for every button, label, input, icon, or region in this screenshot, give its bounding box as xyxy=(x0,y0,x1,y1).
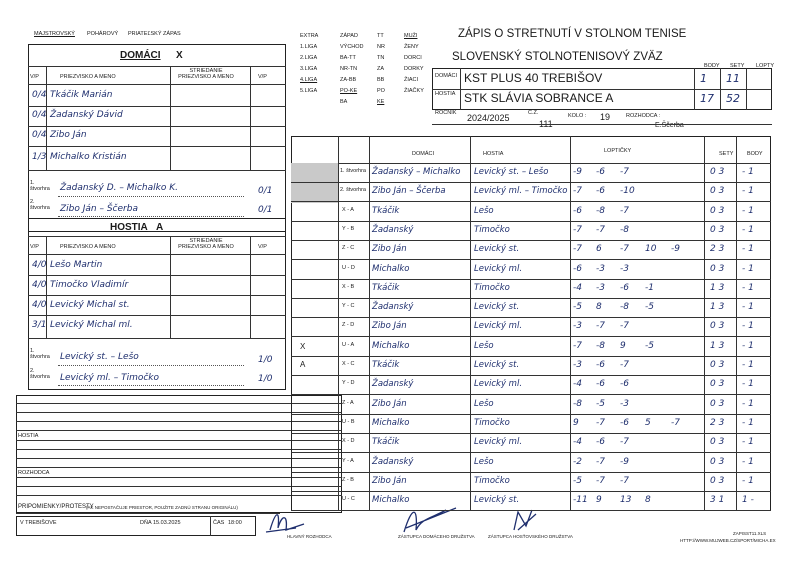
league-option: EXTRA xyxy=(300,33,319,39)
category-option: ŽENY xyxy=(404,44,419,50)
away-player-vp: 4/0 xyxy=(32,280,47,290)
league-option: 1.LIGA xyxy=(300,44,318,50)
game-sets: 0 3 xyxy=(710,476,725,486)
league-col-1 xyxy=(300,33,318,99)
sig-label-referee: HLAVNÝ ROZHODCA xyxy=(287,534,332,539)
games-col-away: HOSTIA xyxy=(483,151,504,157)
cards-referee-label: ROZHODCA xyxy=(18,470,50,476)
game-points: - 1 xyxy=(742,341,754,351)
category-option: ŽIACI xyxy=(404,77,419,83)
referee-value: E.Ščerba xyxy=(655,122,684,129)
game-home-player: Žadanský xyxy=(372,457,414,467)
game-ball-score: 6 xyxy=(596,244,602,254)
game-ball-score: -3 xyxy=(596,283,605,293)
signature-home xyxy=(404,508,456,532)
away-col-name: PRIEZVISKO A MENO xyxy=(60,244,116,250)
game-home-player: Michalko xyxy=(372,418,410,428)
category-option: DORCI xyxy=(404,55,422,61)
game-ball-score: -7 xyxy=(620,360,629,370)
game-code: Y - D xyxy=(342,380,355,386)
game-ball-score: -7 xyxy=(573,244,582,254)
game-ball-score: -7 xyxy=(620,167,629,177)
game-code: X - C xyxy=(342,361,355,367)
season-value: 2024/2025 xyxy=(467,113,510,123)
away-doubles-names: Levický ml. – Timočko xyxy=(60,373,160,383)
game-code: Z - D xyxy=(342,322,355,328)
home-player-vp: 0/4 xyxy=(32,130,47,140)
game-sets: 0 3 xyxy=(710,360,725,370)
game-code: X - D xyxy=(342,438,355,444)
game-away-player: Levický ml. xyxy=(474,437,523,447)
game-away-player: Levický ml. xyxy=(474,379,523,389)
district-option-selected: KE xyxy=(377,99,385,105)
game-code: U - B xyxy=(342,419,355,425)
region-option: ZA-BB xyxy=(340,77,357,83)
game-ball-score: 8 xyxy=(645,495,651,505)
game-sets: 1 3 xyxy=(710,283,725,293)
home-doubles-vp: 0/1 xyxy=(258,205,273,215)
game-away-player: Lešo xyxy=(474,206,494,216)
game-ball-score: -6 xyxy=(573,206,582,216)
game-ball-score: -4 xyxy=(573,283,582,293)
game-away-player: Timočko xyxy=(474,283,510,293)
summary-home-points: 1 xyxy=(700,72,707,85)
game-sets: 0 3 xyxy=(710,379,725,389)
cards-away-label: HOSTIA xyxy=(18,433,39,439)
game-code: U - C xyxy=(342,496,355,502)
game-away-player: Levický st. xyxy=(474,495,520,505)
form-url: HTTP://WWW.MUJWEB.CZ/SPORT/MICHA.EX xyxy=(680,538,776,543)
game-home-player: Žadanský xyxy=(372,379,414,389)
footer-time: 18:00 xyxy=(228,520,242,526)
game-home-player: Zibo Ján – Ščerba xyxy=(372,186,446,196)
game-sets: 0 3 xyxy=(710,457,725,467)
region-option: ZÁPAD xyxy=(340,33,358,39)
games-col-home: DOMÁCI xyxy=(412,151,434,157)
footer-place: V TREBIŠOVE xyxy=(20,520,57,526)
game-home-player: Michalko xyxy=(372,495,410,505)
home-title: DOMÁCI xyxy=(120,50,161,61)
game-home-player: Zibo Ján xyxy=(372,321,407,331)
game-sets: 0 3 xyxy=(710,206,725,216)
league-col-2 xyxy=(340,33,364,110)
game-sets: 1 3 xyxy=(710,302,725,312)
away-player-vp: 4/0 xyxy=(32,300,47,310)
footer-time-label: ČAS xyxy=(213,520,225,526)
game-ball-score: -7 xyxy=(671,418,680,428)
footer-date: 15.03.2025 xyxy=(153,520,181,526)
home-player-vp: 0/4 xyxy=(32,110,47,120)
side-marker-home: X xyxy=(300,342,306,351)
game-ball-score: -7 xyxy=(596,321,605,331)
home-col-vp: V/P xyxy=(30,74,39,80)
game-code: Y - B xyxy=(342,226,355,232)
game-home-player: Žadanský xyxy=(372,302,414,312)
game-ball-score: -6 xyxy=(620,379,629,389)
summary-away-team: STK SLÁVIA SOBRANCE A xyxy=(464,91,614,105)
game-home-player: Zibo Ján xyxy=(372,244,407,254)
notes-hint: (AK NEPOSTAČUJE PRIESTOR, POUŽITE ZADNÚ STRANU ORIGINÁLU) xyxy=(86,505,238,510)
game-points: - 1 xyxy=(742,225,754,235)
game-points: - 1 xyxy=(742,244,754,254)
match-number-label: Č.Z. xyxy=(528,110,539,116)
games-col-balls: LOPTIČKY xyxy=(604,148,632,154)
game-away-player: Lešo xyxy=(474,457,494,467)
match-type-cup: POHÁROVÝ xyxy=(87,31,119,37)
game-ball-score: -6 xyxy=(596,186,605,196)
game-ball-score: -7 xyxy=(596,457,605,467)
season-label: ROČNÍK xyxy=(435,110,457,116)
home-doubles-names: Žadanský D. – Michalko K. xyxy=(60,183,178,193)
home-player-vp: 0/4 xyxy=(32,90,47,100)
league-col-4 xyxy=(404,33,424,99)
game-sets: 0 3 xyxy=(710,225,725,235)
game-sets: 2 3 xyxy=(710,244,725,254)
game-ball-score: -5 xyxy=(596,399,605,409)
match-number-value: 111 xyxy=(539,119,553,129)
games-col-points: BODY xyxy=(747,151,763,157)
game-away-player: Timočko xyxy=(474,418,510,428)
away-col-sub: STRIEDANIE PRIEZVISKO A MENO xyxy=(178,238,234,250)
game-code: U - D xyxy=(342,265,355,271)
game-ball-score: -5 xyxy=(645,302,654,312)
game-ball-score: -2 xyxy=(573,457,582,467)
game-code: Y - A xyxy=(342,458,354,464)
game-ball-score: -8 xyxy=(620,225,629,235)
away-doubles-names: Levický st. – Lešo xyxy=(60,352,139,362)
away-doubles-label: 2. štvorhra xyxy=(30,368,50,380)
game-ball-score: -3 xyxy=(573,360,582,370)
game-ball-score: -9 xyxy=(573,167,582,177)
sig-label-home: ZÁSTUPCA DOMÁCEHO DRUŽSTVA xyxy=(398,534,475,539)
game-home-player: Tkáčik xyxy=(372,206,400,216)
game-ball-score: 5 xyxy=(645,418,651,428)
summary-col-balls: LOPTY xyxy=(756,63,775,69)
summary-col-points: BODY xyxy=(704,63,720,69)
game-away-player: Levický st. xyxy=(474,244,520,254)
away-player-name: Levický Michal ml. xyxy=(50,320,133,330)
home-doubles-vp: 0/1 xyxy=(258,186,273,196)
home-player-name: Tkáčik Marián xyxy=(50,90,113,100)
away-col-vp: V/P xyxy=(30,244,39,250)
game-sets: 1 3 xyxy=(710,341,725,351)
match-type-friendly: PRIATEĽSKÝ ZÁPAS xyxy=(128,31,181,37)
game-home-player: Žadanský – Michalko xyxy=(372,167,461,177)
game-points: - 1 xyxy=(742,399,754,409)
game-ball-score: -9 xyxy=(620,457,629,467)
home-col-sub: STRIEDANIE PRIEZVISKO A MENO xyxy=(178,68,234,80)
district-option: ZA xyxy=(377,66,385,72)
game-points: - 1 xyxy=(742,206,754,216)
game-away-player: Lešo xyxy=(474,341,494,351)
home-doubles-label: 2. štvorhra xyxy=(30,199,50,211)
away-player-name: Lešo Martin xyxy=(50,260,103,270)
game-code: X - A xyxy=(342,207,354,213)
league-option: 5.LIGA xyxy=(300,88,318,94)
game-ball-score: -3 xyxy=(620,264,629,274)
game-ball-score: -5 xyxy=(573,476,582,486)
district-option: TT xyxy=(377,33,384,39)
game-ball-score: -4 xyxy=(573,437,582,447)
game-ball-score: -6 xyxy=(596,360,605,370)
game-ball-score: -4 xyxy=(573,379,582,389)
category-option-selected: MUŽI xyxy=(404,33,418,39)
region-option: BA-TT xyxy=(340,55,356,61)
game-sets: 0 3 xyxy=(710,186,725,196)
region-option: NR-TN xyxy=(340,66,358,72)
game-ball-score: -6 xyxy=(596,437,605,447)
game-points: - 1 xyxy=(742,264,754,274)
home-letter: X xyxy=(176,50,183,61)
game-code: Y - C xyxy=(342,303,355,309)
game-code: Z - C xyxy=(342,245,355,251)
game-ball-score: -7 xyxy=(596,225,605,235)
game-points: - 1 xyxy=(742,321,754,331)
game-ball-score: -6 xyxy=(620,283,629,293)
away-player-vp: 3/1 xyxy=(32,320,47,330)
region-option-selected: PO-KE xyxy=(340,88,358,94)
league-option-selected: 4.LIGA xyxy=(300,77,318,83)
game-away-player: Timočko xyxy=(474,476,510,486)
category-option: ŽIAČKY xyxy=(404,88,424,94)
round-value: 19 xyxy=(600,112,611,122)
category-option: DORKY xyxy=(404,66,424,72)
away-player-name: Timočko Vladimír xyxy=(50,280,129,290)
home-col-name: PRIEZVISKO A MENO xyxy=(60,74,116,80)
game-home-player: Michalko xyxy=(372,264,410,274)
away-player-vp: 4/0 xyxy=(32,260,47,270)
league-option: 2.LIGA xyxy=(300,55,318,61)
footer-date-label: DŇA xyxy=(140,520,152,526)
league-option: 3.LIGA xyxy=(300,66,318,72)
match-type-championship: MAJSTROVSKÝ xyxy=(34,31,75,37)
game-ball-score: -7 xyxy=(620,244,629,254)
game-ball-score: -6 xyxy=(596,379,605,389)
game-home-player: Zibo Ján xyxy=(372,399,407,409)
game-away-player: Lešo xyxy=(474,399,494,409)
district-option: NR xyxy=(377,44,385,50)
summary-home-sets: 11 xyxy=(726,72,740,85)
game-ball-score: -9 xyxy=(671,244,680,254)
game-ball-score: -3 xyxy=(596,264,605,274)
game-ball-score: -3 xyxy=(620,399,629,409)
summary-home-label: DOMÁCI xyxy=(435,73,457,79)
game-ball-score: -7 xyxy=(596,418,605,428)
home-doubles-names: Zibo Ján – Ščerba xyxy=(60,204,138,214)
game-ball-score: -7 xyxy=(596,476,605,486)
region-option: VÝCHOD xyxy=(340,44,364,50)
game-ball-score: 8 xyxy=(596,302,602,312)
game-sets: 0 3 xyxy=(710,167,725,177)
summary-home-team: KST PLUS 40 TREBIŠOV xyxy=(464,71,603,85)
footer-box xyxy=(16,516,256,536)
game-sets: 0 3 xyxy=(710,399,725,409)
signature-referee xyxy=(266,515,304,532)
game-ball-score: -8 xyxy=(596,341,605,351)
document-title: ZÁPIS O STRETNUTÍ V STOLNOM TENISE xyxy=(458,28,687,40)
game-home-player: Tkáčik xyxy=(372,360,400,370)
game-ball-score: -7 xyxy=(620,476,629,486)
game-away-player: Levický st. xyxy=(474,302,520,312)
summary-away-points: 17 xyxy=(700,92,714,105)
game-sets: 2 3 xyxy=(710,418,725,428)
game-sets: 0 3 xyxy=(710,264,725,274)
game-away-player: Levický st. – Lešo xyxy=(474,167,549,177)
game-ball-score: -8 xyxy=(596,206,605,216)
game-ball-score: 10 xyxy=(645,244,657,254)
game-ball-score: -6 xyxy=(573,264,582,274)
game-away-player: Levický ml. xyxy=(474,264,523,274)
games-col-sets: SETY xyxy=(719,151,734,157)
home-player-name: Zibo Ján xyxy=(50,130,87,140)
game-sets: 0 3 xyxy=(710,437,725,447)
game-points: - 1 xyxy=(742,437,754,447)
away-doubles-label: 1. štvorhra xyxy=(30,348,50,360)
game-ball-score: -1 xyxy=(645,283,654,293)
form-code: ZAPISST11.XLS xyxy=(733,531,767,536)
summary-col-sets: SETY xyxy=(730,63,745,69)
game-ball-score: -6 xyxy=(620,418,629,428)
referee-label: ROZHODCA : xyxy=(626,113,661,119)
game-away-player: Levický st. xyxy=(474,360,520,370)
region-option: BA xyxy=(340,99,348,105)
game-points: - 1 xyxy=(742,476,754,486)
away-title: HOSTIA xyxy=(110,222,148,233)
game-ball-score: -3 xyxy=(573,321,582,331)
away-player-name: Levický Michal st. xyxy=(50,300,130,310)
game-ball-score: -8 xyxy=(620,302,629,312)
game-away-player: Levický ml. xyxy=(474,321,523,331)
sig-label-away: ZÁSTUPCA HOSŤOVSKÉHO DRUŽSTVA xyxy=(488,534,573,539)
game-code: 1. štvorhra xyxy=(340,168,366,174)
home-player-name: Žadanský Dávid xyxy=(50,110,123,120)
notes-label: PRIPOMIENKY/PROTESTY xyxy=(18,504,94,510)
game-code: U - A xyxy=(342,342,355,348)
game-sets: 3 1 xyxy=(710,495,725,505)
away-col-vp2: V/P xyxy=(258,244,267,250)
round-label: KOLO : xyxy=(568,113,587,119)
game-ball-score: -5 xyxy=(645,341,654,351)
game-ball-score: -6 xyxy=(596,167,605,177)
game-ball-score: -10 xyxy=(620,186,635,196)
game-code: X - B xyxy=(342,284,355,290)
game-points: 1 - xyxy=(742,495,754,505)
game-code: Z - B xyxy=(342,477,354,483)
home-player-name: Michalko Kristián xyxy=(50,152,127,162)
game-ball-score: -11 xyxy=(573,495,588,505)
game-ball-score: 9 xyxy=(573,418,579,428)
side-marker-away: A xyxy=(300,360,306,369)
league-col-3 xyxy=(377,33,385,110)
game-ball-score: 9 xyxy=(596,495,602,505)
game-home-player: Tkáčik xyxy=(372,437,400,447)
summary-away-sets: 52 xyxy=(726,92,740,105)
game-points: - 1 xyxy=(742,457,754,467)
game-sets: 0 3 xyxy=(710,321,725,331)
home-col-vp2: V/P xyxy=(258,74,267,80)
game-away-player: Timočko xyxy=(474,225,510,235)
game-away-player: Levický ml. – Timočko xyxy=(474,186,568,196)
game-points: - 1 xyxy=(742,283,754,293)
game-code: Z - A xyxy=(342,400,354,406)
home-player-vp: 1/3 xyxy=(32,152,47,162)
game-points: - 1 xyxy=(742,186,754,196)
game-ball-score: -7 xyxy=(573,225,582,235)
game-ball-score: -8 xyxy=(573,399,582,409)
game-ball-score: -7 xyxy=(620,206,629,216)
game-ball-score: -5 xyxy=(573,302,582,312)
game-home-player: Žadanský xyxy=(372,225,414,235)
game-ball-score: 9 xyxy=(620,341,626,351)
game-ball-score: -7 xyxy=(573,186,582,196)
home-doubles-label: 1. štvorhra xyxy=(30,180,50,192)
game-ball-score: -7 xyxy=(620,321,629,331)
game-home-player: Michalko xyxy=(372,341,410,351)
association-name: SLOVENSKÝ STOLNOTENISOVÝ ZVÄZ xyxy=(452,51,663,63)
game-points: - 1 xyxy=(742,302,754,312)
district-option: TN xyxy=(377,55,385,61)
away-letter: A xyxy=(156,222,164,233)
away-doubles-vp: 1/0 xyxy=(258,374,273,384)
game-points: - 1 xyxy=(742,379,754,389)
district-option: BB xyxy=(377,77,385,83)
game-points: - 1 xyxy=(742,418,754,428)
game-points: - 1 xyxy=(742,360,754,370)
signature-away xyxy=(514,510,536,530)
game-home-player: Zibo Ján xyxy=(372,476,407,486)
game-points: - 1 xyxy=(742,167,754,177)
game-code: 2. štvorhra xyxy=(340,187,366,193)
game-ball-score: 13 xyxy=(620,495,632,505)
game-ball-score: -7 xyxy=(620,437,629,447)
game-ball-score: -7 xyxy=(573,341,582,351)
away-doubles-vp: 1/0 xyxy=(258,355,273,365)
game-home-player: Tkáčik xyxy=(372,283,400,293)
summary-away-label: HOSTIA xyxy=(435,91,456,97)
district-option: PO xyxy=(377,88,385,94)
